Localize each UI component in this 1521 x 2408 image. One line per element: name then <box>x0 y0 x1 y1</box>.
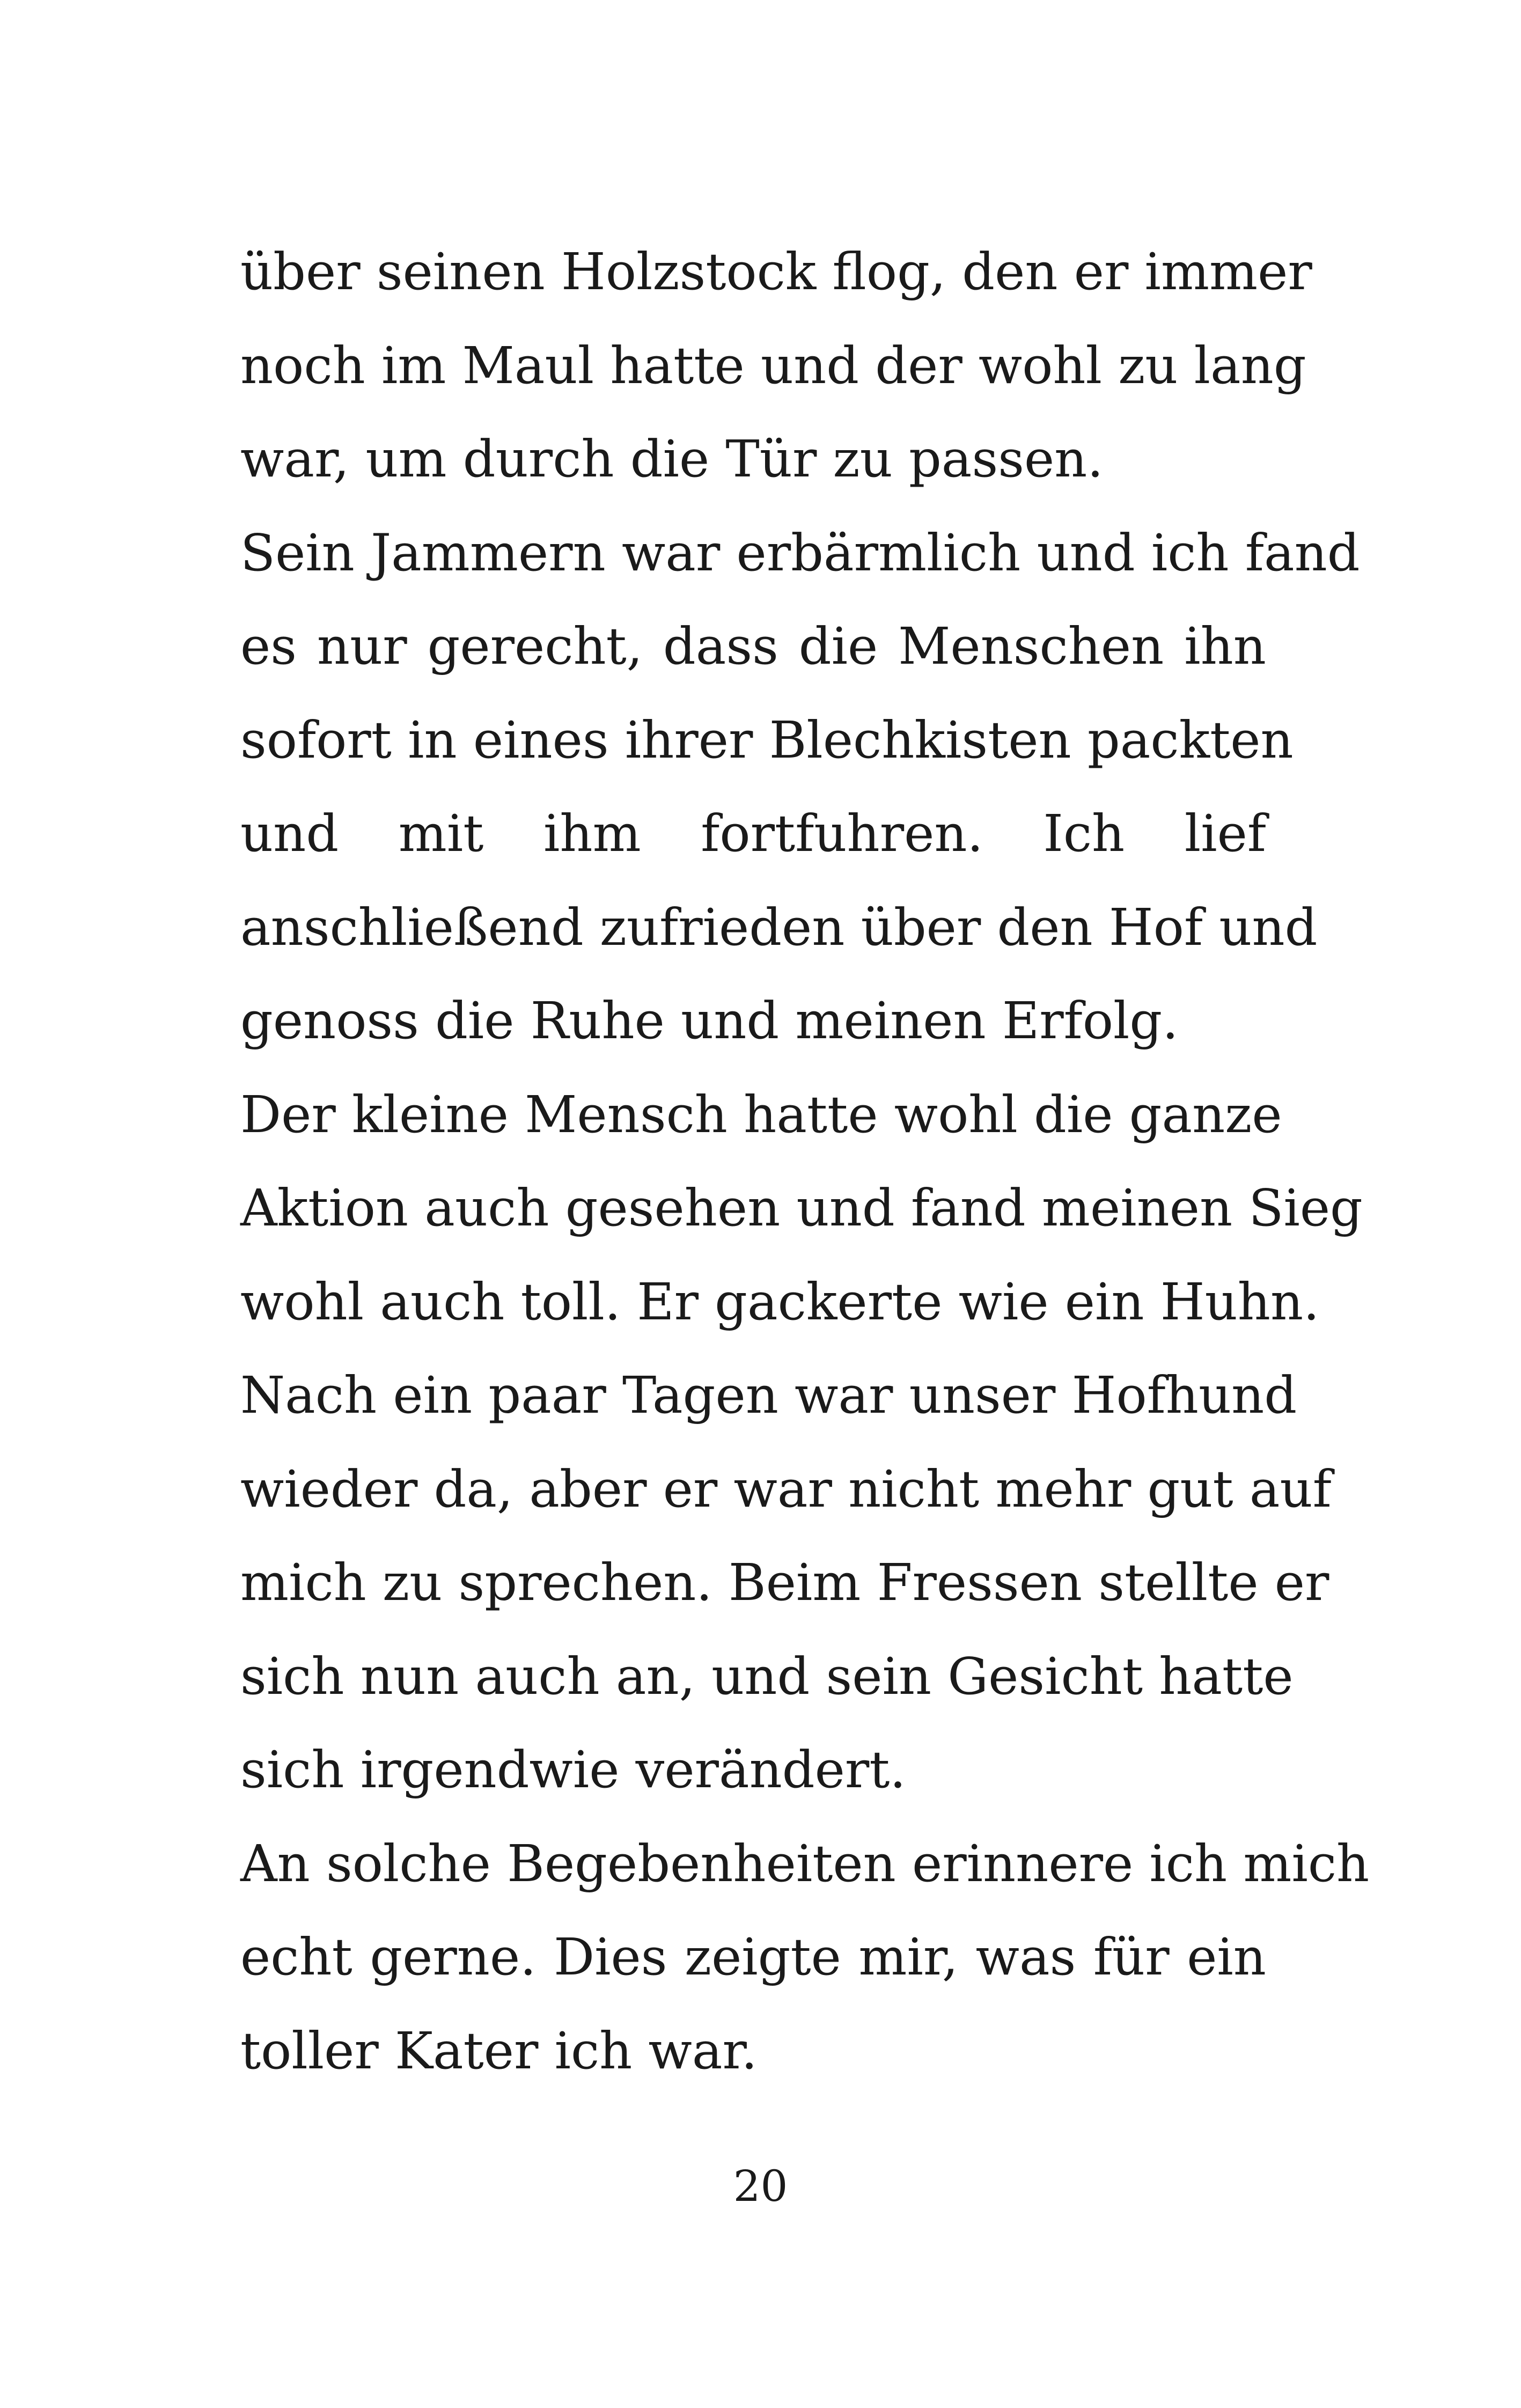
text-line: war, um durch die Tür zu passen. <box>240 430 1104 489</box>
text-line: mich zu sprechen. Beim Fressen stellte er <box>240 1553 1329 1612</box>
text-line: toller Kater ich war. <box>240 2021 758 2081</box>
text-line: sich irgendwie verändert. <box>240 1741 906 1800</box>
page-number: 20 <box>733 2161 788 2211</box>
text-line: noch im Maul hatte und der wohl zu lang <box>240 336 1306 395</box>
text-line: es nur gerecht, dass die Menschen ihn <box>240 617 1266 676</box>
text-line: und mit ihm fortfuhren. Ich lief <box>240 804 1266 863</box>
text-line: anschließend zufrieden über den Hof und <box>240 898 1318 957</box>
text-line: echt gerne. Dies zeigte mir, was für ein <box>240 1928 1266 1987</box>
body-text <box>240 225 1370 2098</box>
text-line: über seinen Holzstock flog, den er immer <box>240 243 1312 302</box>
text-line: An solche Begebenheiten erinnere ich mich <box>240 1834 1370 1893</box>
text-line: Der kleine Mensch hatte wohl die ganze <box>240 1085 1282 1144</box>
text-line: genoss die Ruhe und meinen Erfolg. <box>240 992 1179 1051</box>
text-line: sich nun auch an, und sein Gesicht hatte <box>240 1647 1294 1706</box>
text-line: wieder da, aber er war nicht mehr gut auf <box>240 1459 1332 1519</box>
text-line: sofort in eines ihrer Blechkisten packten <box>240 710 1294 770</box>
text-line: Aktion auch gesehen und fand meinen Sieg <box>240 1179 1363 1238</box>
text-line: wohl auch toll. Er gackerte wie ein Huhn. <box>240 1272 1320 1332</box>
text-line: Nach ein paar Tagen war unser Hofhund <box>240 1366 1297 1425</box>
text-line: Sein Jammern war erbärmlich und ich fand <box>240 523 1360 583</box>
